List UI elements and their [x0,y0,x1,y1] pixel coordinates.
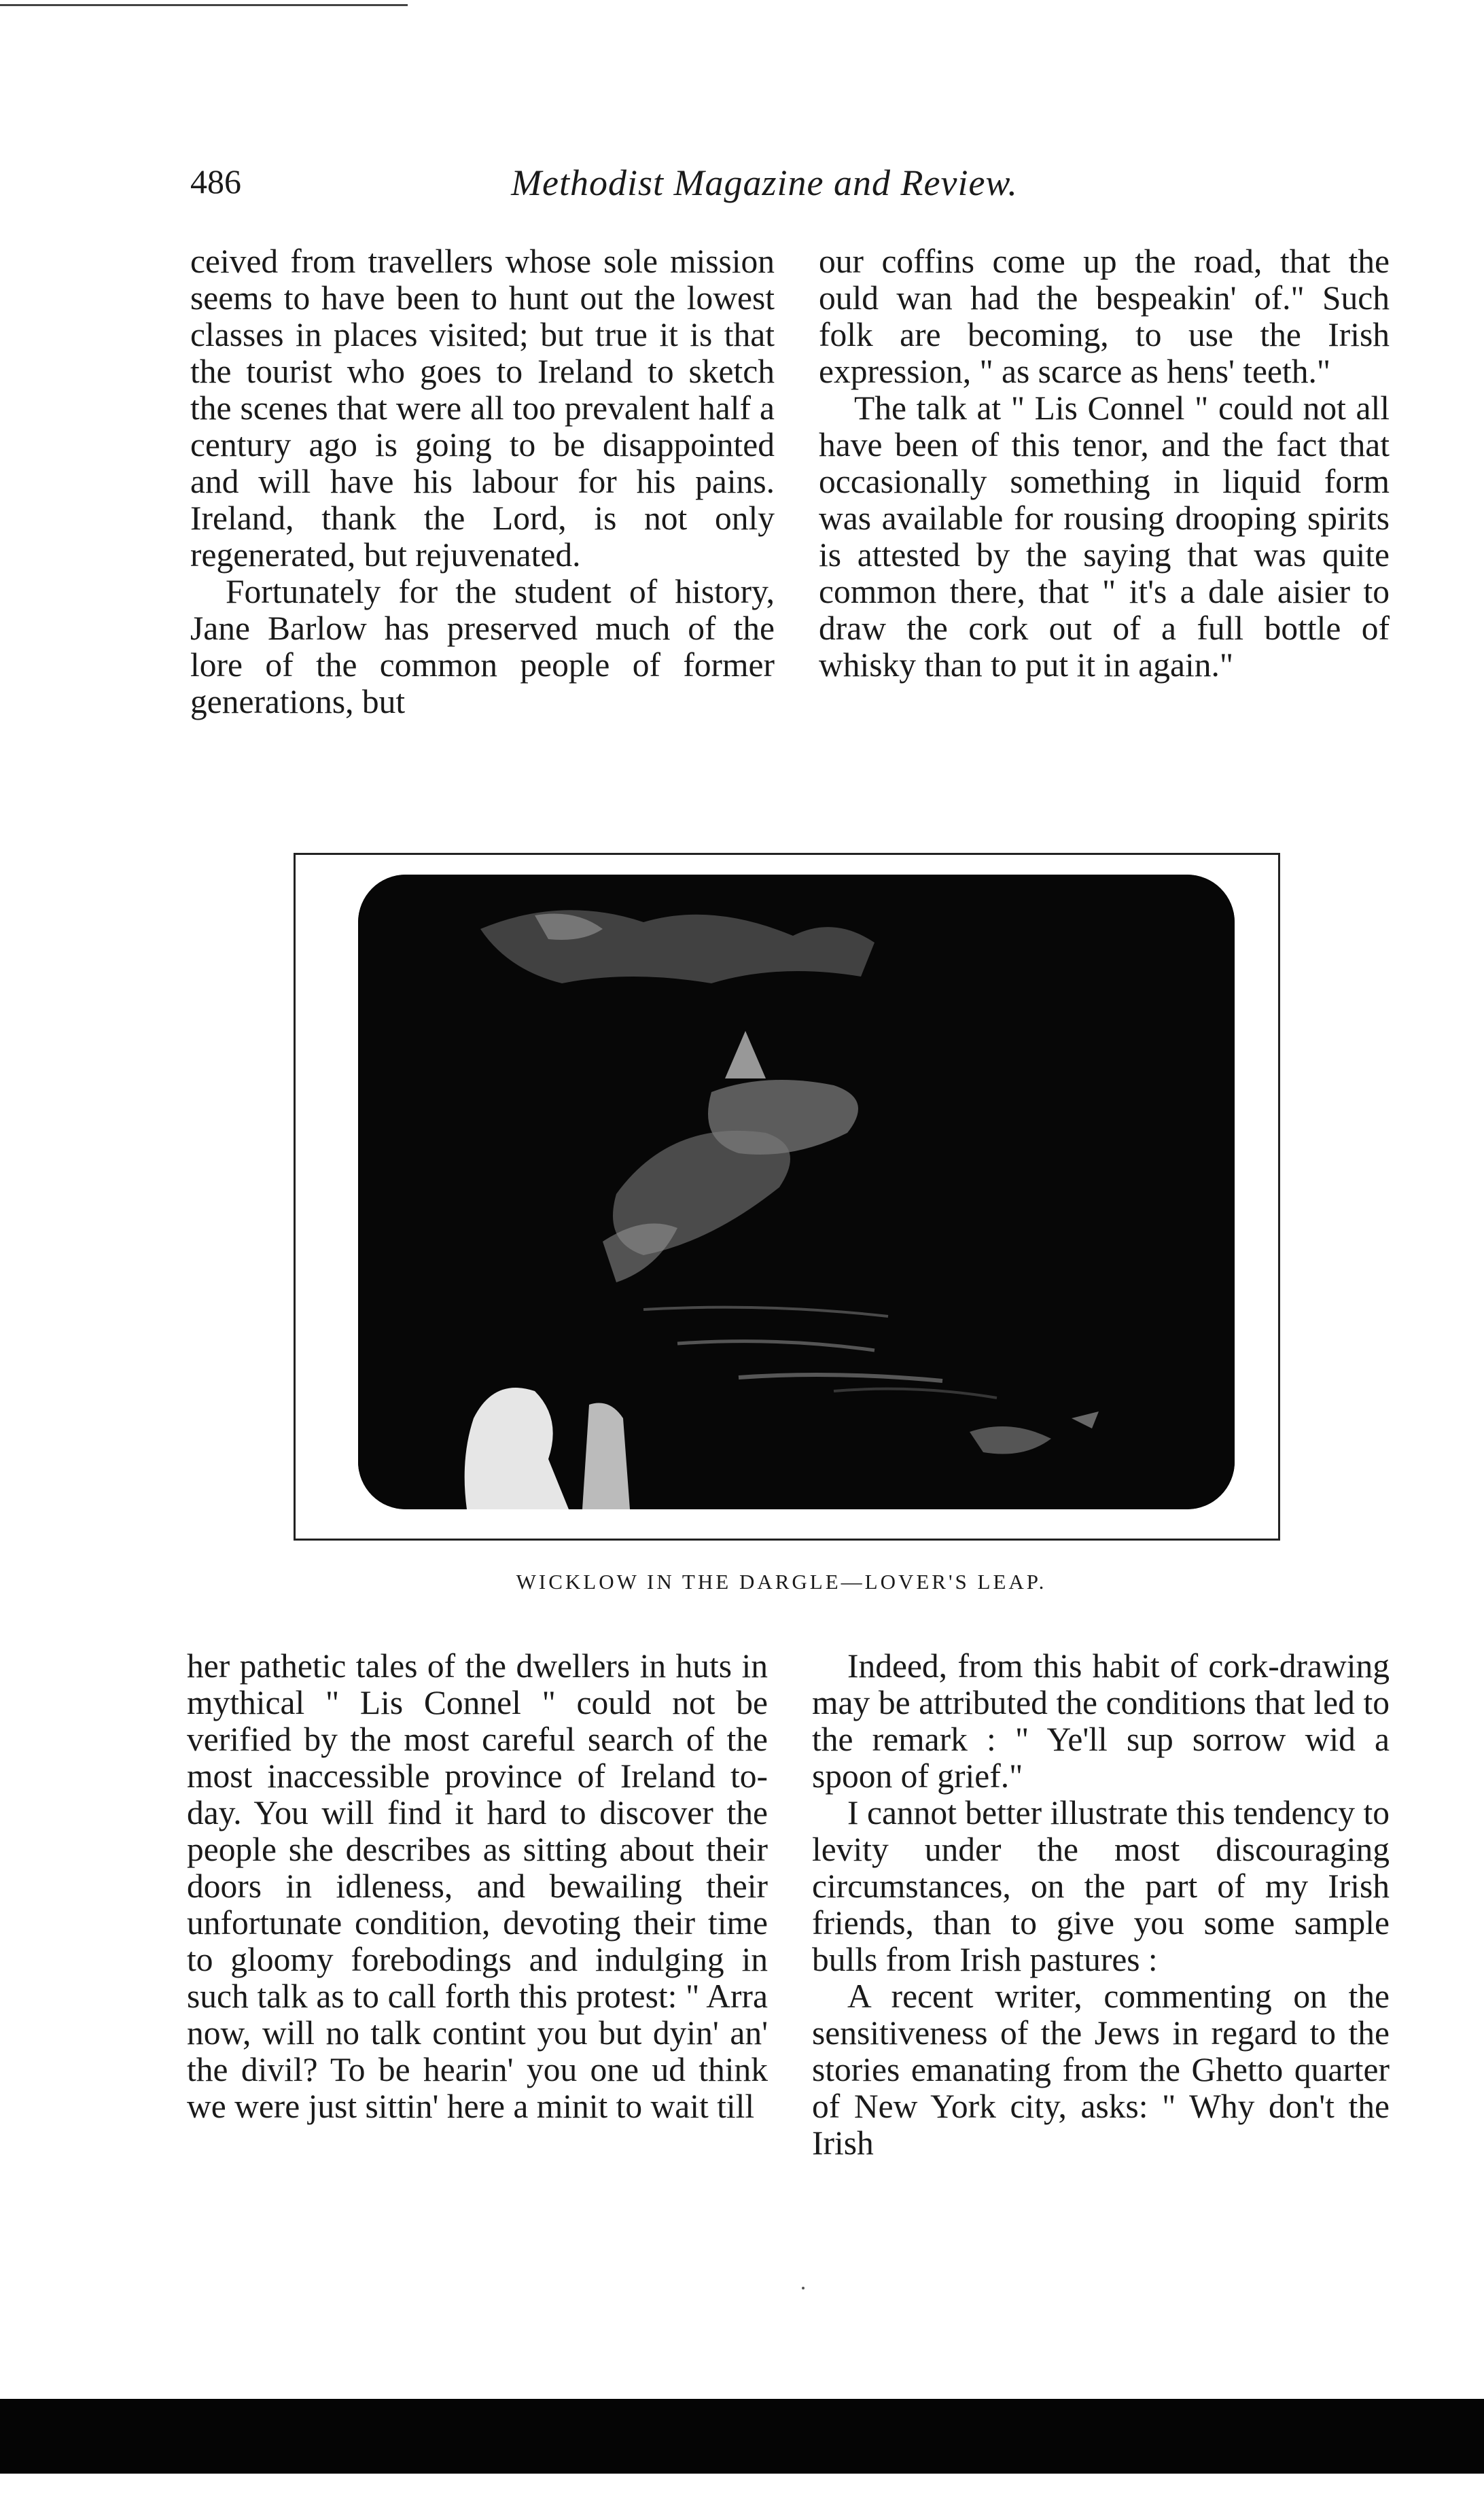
running-title: Methodist Magazine and Review. [511,162,1018,203]
column-top-left [190,243,775,720]
photograph-scene [358,875,1235,1509]
paragraph: Fortunately for the student of history, Jane Barlow has preserved much of the lore of the common people of former generations, but [190,573,775,720]
figure-rule-bottom [294,1539,1280,1541]
paragraph: her pathetic tales of the dwellers in huts in mythical " Lis Connel " could not be verified by the most careful search of the most inaccessible province of Ireland to-day. You will find it hard to discover the people she describes as sitting about their doors in idleness, and bewailing their unfortunate condition, devoting their time to gloomy forebodings and indulging in such talk as to call forth this protest: " Arra now, will no talk contint you but dyin' an' the divil? To be hearin' you one ud think we were just sittin' here a minit to wait till [187,1647,768,2125]
paragraph: our coffins come up the road, that the ould wan had the bespeakin' of." Such folk are becoming, to use the Irish expression, " as scarce as hens' teeth." [819,243,1390,390]
figure-rule-left [294,853,296,1541]
halftone-photograph [358,875,1235,1509]
paragraph: A recent writer, commenting on the sensitiveness of the Jews in regard to the stories emanating from the Ghetto quarter of New York city, asks: " Why don't the Irish [812,1978,1390,2162]
page-header [190,162,1339,223]
page-number: 486 [190,162,241,200]
top-edge-rule [0,4,408,6]
paragraph: ceived from travellers whose sole mission seems to have been to hunt out the lowest classes in places visited; but true it is that the tourist who goes to Ireland to sketch the scenes that were all too prevalent half a century ago is going to be disappointed and will have his labour for his pains. Ireland, thank the Lord, is not only regenerated, but rejuvenated. [190,243,775,574]
figure-frame [294,853,1280,1541]
scan-bottom-band [0,2399,1484,2474]
figure-rule-top [294,853,1280,855]
column-top-right [819,243,1390,684]
paragraph: The talk at " Lis Connel " could not all have been of this tenor, and the fact that occasionally something in liquid form was available for rousing drooping spirits is attested by the saying that was quite common there, that " it's a dale aisier to draw the cork out of a full bottle of whisky than to put it in again." [819,389,1390,684]
column-bottom-right [812,1648,1390,2162]
print-speck [802,2287,805,2289]
figure-rule-right [1278,853,1280,1541]
paragraph: I cannot better illustrate this tendency to levity under the most discouraging circumstances, on the part of my Irish friends, than to give you some sample bulls from Irish pastures : [812,1794,1390,1978]
paragraph: Indeed, from this habit of cork-drawing may be attributed the conditions that led to the remark : " Ye'll sup sorrow wid a spoon of grief." [812,1647,1390,1795]
column-bottom-left [187,1648,768,2125]
figure-caption: WICKLOW IN THE DARGLE—LOVER'S LEAP. [516,1570,1047,1594]
